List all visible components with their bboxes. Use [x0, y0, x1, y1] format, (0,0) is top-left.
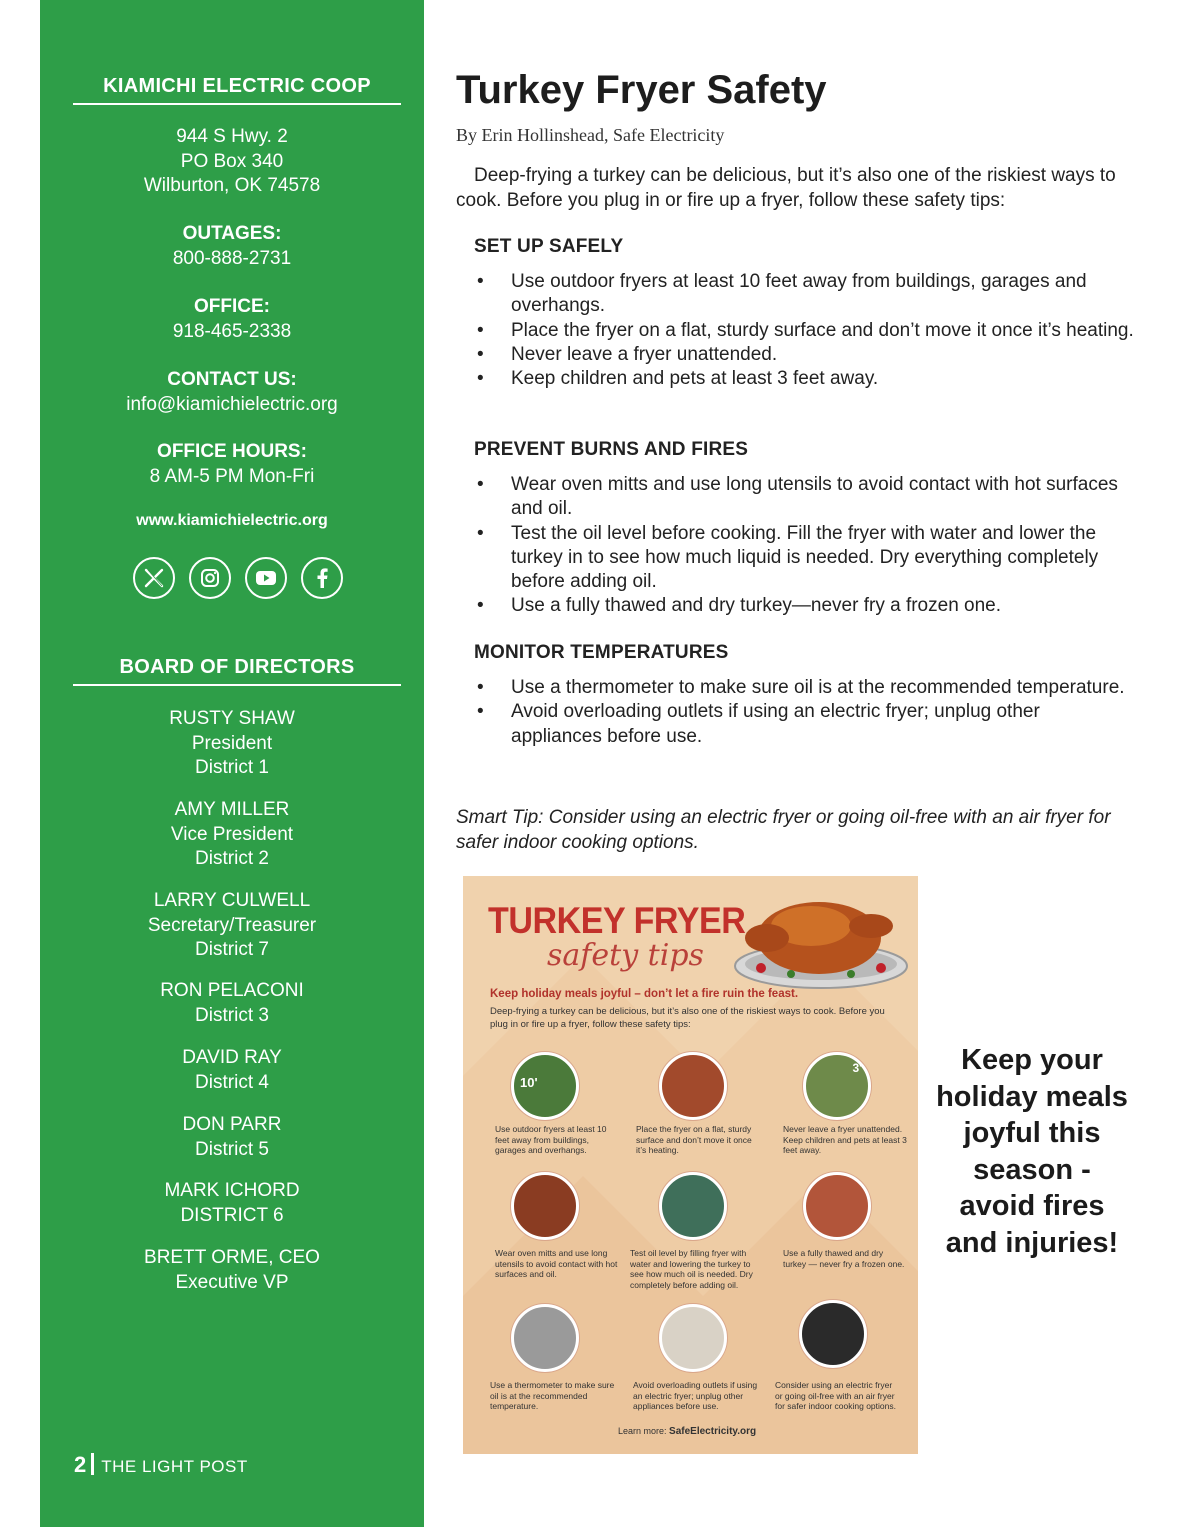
list-item: • Use outdoor fryers at least 10 feet away from buildings, garages and overhangs.	[474, 270, 1134, 319]
publication-name: THE LIGHT POST	[101, 1457, 248, 1476]
poster-caption: Place the fryer on a flat, sturdy surface and don’t move it once it’s heating.	[636, 1124, 752, 1155]
social-icons	[133, 557, 343, 599]
director-entry	[40, 1246, 424, 1295]
director-name: DON PARR	[182, 1114, 282, 1135]
list-item: • Keep children and pets at least 3 feet away.	[474, 367, 1134, 391]
director-district: District 7	[195, 939, 269, 960]
footer-divider	[91, 1453, 94, 1475]
director-district: District 2	[195, 848, 269, 869]
contact-info	[40, 368, 424, 417]
fryer-surface-icon	[659, 1052, 727, 1120]
thawed-turkey-icon	[803, 1172, 871, 1240]
address-line: 944 S Hwy. 2	[176, 126, 288, 147]
hours-info	[40, 440, 424, 489]
outages-phone[interactable]: 800-888-2731	[172, 247, 292, 269]
tips-list	[474, 270, 1134, 391]
address-line: PO Box 340	[180, 150, 284, 172]
director-name: RON PELACONI	[160, 980, 304, 1001]
poster-intro: Deep-frying a turkey can be delicious, but it’s also one of the riskiest ways to cook. Before you plug in or fire up a fryer, follow these safety tips:	[490, 1006, 885, 1030]
callout-text: Keep your holiday meals joyful this season - avoid fires and injuries!	[936, 1044, 1128, 1259]
safety-poster	[463, 876, 918, 1454]
hours-value: 8 AM-5 PM Mon-Fri	[149, 465, 315, 487]
distance-badge: 3'	[852, 1061, 862, 1075]
section-heading: MONITOR TEMPERATURES	[474, 642, 729, 663]
director-name: AMY MILLER	[174, 799, 290, 820]
tips-list	[474, 473, 1134, 619]
outages-info	[40, 222, 424, 271]
water-test-icon	[659, 1172, 727, 1240]
list-item: • Place the fryer on a flat, sturdy surface and don’t move it once it’s heating.	[474, 319, 1134, 343]
youtube-icon[interactable]	[245, 557, 287, 599]
poster-caption: Use outdoor fryers at least 10 feet away from buildings, garages and overhangs.	[495, 1124, 607, 1155]
section-heading: PREVENT BURNS AND FIRES	[474, 439, 749, 460]
learn-more-label: Learn more:	[618, 1426, 667, 1436]
director-role: Executive VP	[175, 1271, 289, 1293]
safe-electricity-logo: SafeElectricity.org	[669, 1426, 757, 1437]
office-label: OFFICE:	[194, 296, 270, 317]
poster-title: TURKEY FRYER	[488, 900, 746, 941]
article-intro: Deep-frying a turkey can be delicious, but it’s also one of the riskiest ways to cook. Before you plug in or fire up a fryer, follow these safety tips:	[456, 165, 1116, 211]
director-entry	[40, 707, 424, 781]
byline: By Erin Hollinshead, Safe Electricity	[456, 125, 725, 145]
poster-caption: Wear oven mitts and use long utensils to avoid contact with hot surfaces and oil.	[495, 1248, 618, 1279]
page-footer	[74, 1452, 248, 1478]
tips-list	[474, 676, 1134, 749]
director-entry	[40, 889, 424, 963]
office-info	[40, 295, 424, 344]
director-entry	[40, 1046, 424, 1095]
poster-subtitle-script: safety tips	[547, 938, 704, 973]
x-icon[interactable]	[133, 557, 175, 599]
list-item: • Use a fully thawed and dry turkey—never fry a frozen one.	[474, 594, 1134, 618]
facebook-icon[interactable]	[301, 557, 343, 599]
office-phone[interactable]: 918-465-2338	[172, 320, 292, 342]
fryer-distance-icon	[511, 1052, 579, 1120]
director-district: District 1	[195, 757, 269, 778]
director-entry	[40, 979, 424, 1028]
director-role: Secretary/Treasurer	[147, 914, 317, 936]
poster-tagline: Keep holiday meals joyful – don’t let a fire ruin the feast.	[490, 988, 799, 1000]
director-district: District 5	[195, 1138, 269, 1160]
section-heading: SET UP SAFELY	[474, 236, 624, 257]
list-item: • Avoid overloading outlets if using an electric fryer; unplug other appliances before use.	[474, 700, 1134, 749]
thermometer-icon	[511, 1304, 579, 1372]
list-item: • Use a thermometer to make sure oil is at the recommended temperature.	[474, 676, 1134, 700]
outages-label: OUTAGES:	[182, 223, 282, 244]
contact-label: CONTACT US:	[167, 369, 297, 390]
director-district: District 3	[195, 1004, 269, 1026]
poster-caption: Consider using an electric fryer or going oil-free with an air fryer for safer indoor cooking options.	[775, 1380, 896, 1411]
director-role: President	[191, 732, 273, 754]
list-item: • Never leave a fryer unattended.	[474, 343, 1134, 367]
director-name: MARK ICHORD	[164, 1180, 300, 1201]
article-title: Turkey Fryer Safety	[456, 68, 827, 112]
poster-caption: Use a thermometer to make sure oil is at the recommended temperature.	[490, 1380, 615, 1411]
address	[40, 125, 424, 199]
board-heading: BOARD OF DIRECTORS	[73, 656, 401, 686]
poster-caption: Never leave a fryer unattended. Keep children and pets at least 3 feet away.	[783, 1124, 907, 1155]
smart-tip: Smart Tip: Consider using an electric fryer or going oil-free with an air fryer for safer indoor cooking options.	[456, 807, 1111, 853]
poster-caption: Avoid overloading outlets if using an electric fryer; unplug other appliances before use.	[633, 1380, 758, 1411]
website-link[interactable]: www.kiamichielectric.org	[136, 512, 328, 529]
director-name: BRETT ORME, CEO	[144, 1247, 320, 1268]
director-district: DISTRICT 6	[180, 1204, 284, 1226]
director-role: Vice President	[170, 823, 294, 845]
contact-email[interactable]: info@kiamichielectric.org	[126, 393, 338, 415]
director-name: LARRY CULWELL	[153, 890, 311, 911]
instagram-icon[interactable]	[189, 557, 231, 599]
oven-mitt-icon	[511, 1172, 579, 1240]
director-entry	[40, 1179, 424, 1228]
sidebar	[40, 0, 424, 1527]
coop-name: KIAMICHI ELECTRIC COOP	[73, 75, 401, 105]
children-pets-icon	[803, 1052, 871, 1120]
page-number: 2	[74, 1452, 87, 1477]
air-fryer-icon	[799, 1300, 867, 1368]
director-district: District 4	[195, 1071, 269, 1093]
address-line: Wilburton, OK 74578	[143, 175, 321, 196]
roast-turkey-image	[731, 886, 911, 996]
director-name: DAVID RAY	[182, 1047, 282, 1068]
distance-badge: 10'	[520, 1075, 538, 1090]
director-entry	[40, 1113, 424, 1162]
hours-label: OFFICE HOURS:	[157, 441, 307, 462]
poster-caption: Use a fully thawed and dry turkey — never fry a frozen one.	[783, 1248, 905, 1269]
director-entry	[40, 798, 424, 872]
director-name: RUSTY SHAW	[169, 708, 295, 729]
outlet-icon	[659, 1304, 727, 1372]
poster-caption: Test oil level by filling fryer with water and lowering the turkey to see how much oil is needed. Dry completely before adding oil.	[630, 1248, 753, 1290]
list-item: • Wear oven mitts and use long utensils to avoid contact with hot surfaces and oil.	[474, 473, 1134, 522]
list-item: • Test the oil level before cooking. Fill the fryer with water and lower the turkey in to see how much liquid is needed. Dry everything completely before adding oil.	[474, 522, 1134, 595]
poster-learn-more	[618, 1426, 756, 1437]
